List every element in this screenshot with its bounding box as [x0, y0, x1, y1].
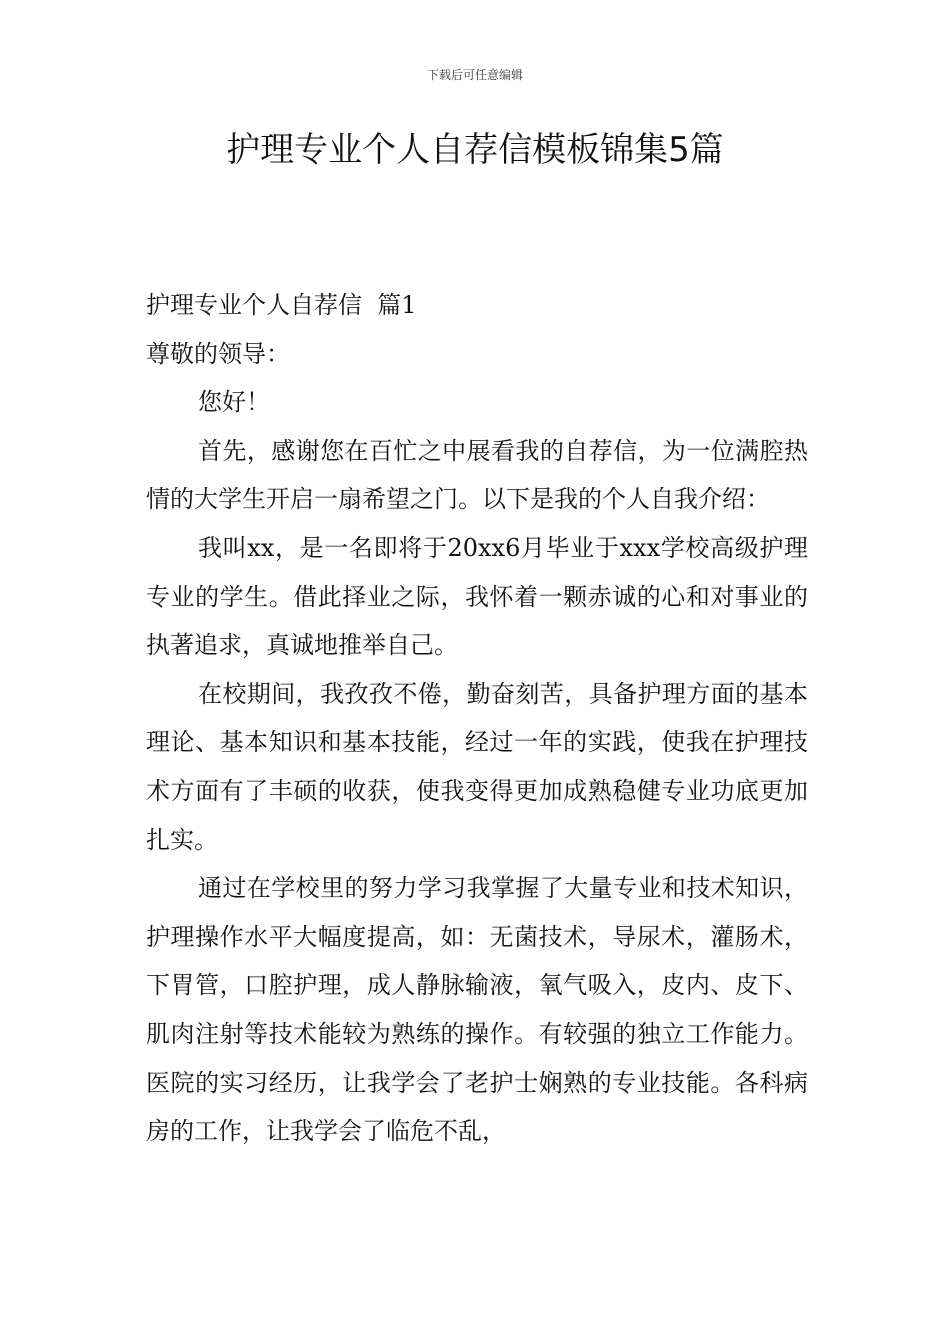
document-title: 护理专业个人自荐信模板锦集5篇	[226, 130, 724, 170]
section-heading: 护理专业个人自荐信 篇1	[146, 291, 417, 319]
body-paragraph: 首先，感谢您在百忙之中展看我的自荐信，为一位满腔热情的大学生开启一扇希望之门。以下是我的个人自我介绍：	[146, 436, 808, 514]
body-paragraph: 我叫xx，是一名即将于20xx6月毕业于xxx学校高级护理专业的学生。借此择业之际，我怀着一颗赤诚的心和对事业的执著追求，真诚地推举自己。	[146, 533, 808, 660]
document-body	[146, 281, 808, 1156]
header-note: 下载后可任意编辑	[426, 68, 523, 82]
salutation: 尊敬的领导：	[146, 339, 290, 368]
body-paragraph: 通过在学校里的努力学习我掌握了大量专业和技术知识，护理操作水平大幅度提高，如：无菌技术，导尿术，灌肠术，下胃管，口腔护理，成人静脉输液，氧气吸入，皮内、皮下、肌肉注射等技术能较为熟练的操作。有较强的独立工作能力。医院的实习经历，让我学会了老护士娴熟的专业技能。各科病房的工作，让我学会了临危不乱，	[146, 874, 808, 1146]
greeting: 您好！	[198, 388, 270, 417]
body-paragraph: 在校期间，我孜孜不倦，勤奋刻苦，具备护理方面的基本理论、基本知识和基本技能，经过一年的实践，使我在护理技术方面有了丰硕的收获，使我变得更加成熟稳健专业功底更加扎实。	[146, 679, 808, 854]
